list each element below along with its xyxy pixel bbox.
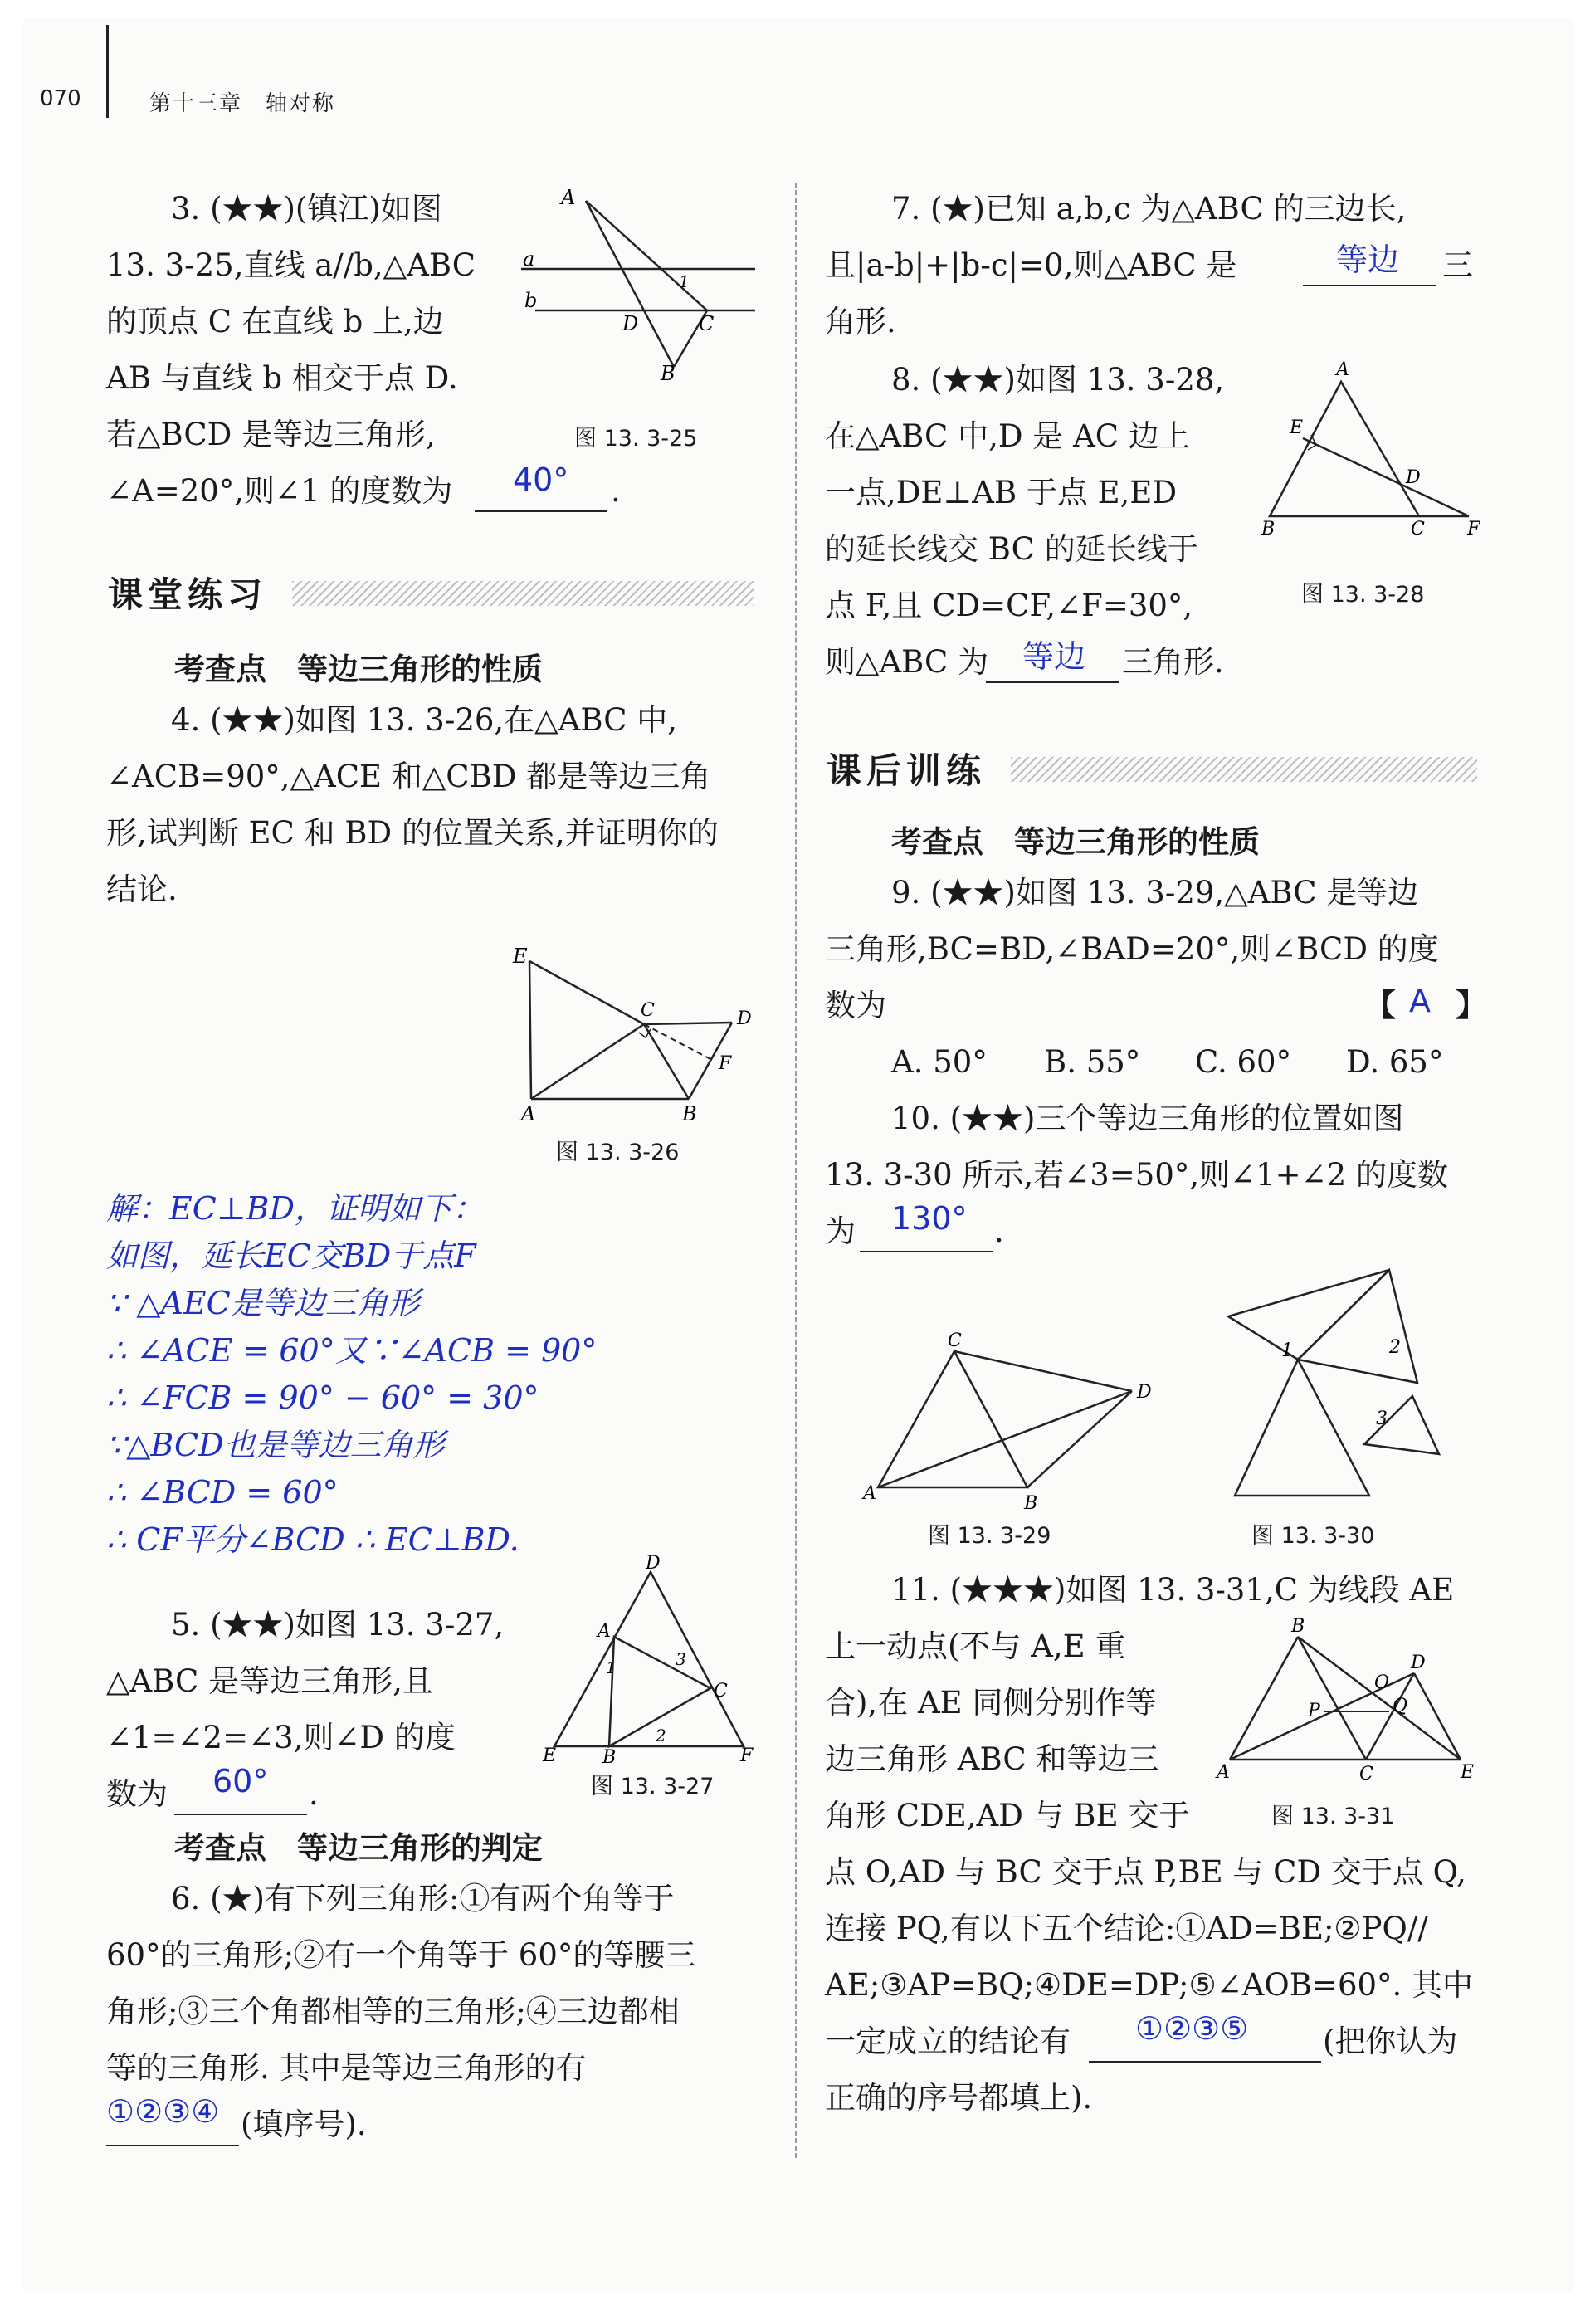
q5-line-4: 数为: [106, 1776, 168, 1812]
fig28-label-c: C: [1411, 519, 1425, 540]
fig27-label-2: 2: [656, 1726, 666, 1745]
q11-line-10: 正确的序号都填上).: [825, 2080, 1093, 2116]
q5-line-2: △ABC 是等边三角形,且: [106, 1663, 433, 1699]
segment-cd: [954, 1351, 1132, 1391]
segment-cd: [1366, 1673, 1414, 1760]
q6-tail: (填序号).: [241, 2107, 367, 2142]
fig28-caption: 图 13. 3-28: [1301, 582, 1425, 608]
q5-answer: 60°: [212, 1763, 269, 1799]
q11-line-8: AE;③AP=BQ;④DE=DP;⑤∠AOB=60°. 其中: [825, 1967, 1474, 2003]
q6-answer-blank: [106, 2145, 239, 2146]
triangle-abc: [1270, 382, 1419, 516]
fig27-label-d: D: [646, 1554, 661, 1574]
q4-solution-line-3: ∵ △AEC是等边三角形: [106, 1285, 420, 1321]
fig26-label-a: A: [521, 1102, 536, 1125]
q8-line-2: 在△ABC 中,D 是 AC 边上: [825, 418, 1190, 454]
fig28-label-d: D: [1406, 467, 1421, 488]
triangle-bottom: [1235, 1360, 1369, 1496]
fig31-label-d: D: [1411, 1653, 1426, 1673]
fig30-label-1: 1: [1281, 1340, 1293, 1361]
q11-tail: (把你认为: [1323, 2024, 1458, 2059]
q8-tail: 三角形.: [1122, 644, 1224, 680]
fig30-caption: 图 13. 3-30: [1251, 1523, 1375, 1549]
q11-answer-blank: [1089, 2061, 1321, 2063]
fig26-label-c: C: [641, 1000, 655, 1021]
fig31-label-o: O: [1374, 1672, 1390, 1693]
q3-line-6: ∠A=20°,则∠1 的度数为: [106, 473, 453, 509]
q9-option-d: D. 65°: [1346, 1044, 1444, 1080]
q11-answer: ①②③⑤: [1135, 2010, 1249, 2047]
q3-line-5: 若△BCD 是等边三角形,: [106, 417, 436, 452]
q10-line-2: 13. 3-30 所示,若∠3=50°,则∠1+∠2 的度数: [825, 1157, 1448, 1193]
q11-line-2: 上一动点(不与 A,E 重: [825, 1628, 1126, 1664]
fig31-caption: 图 13. 3-31: [1271, 1804, 1395, 1829]
q10-line-3: 为: [825, 1213, 856, 1249]
q9-line-2: 三角形,BC=BD,∠BAD=20°,则∠BCD 的度: [825, 931, 1439, 967]
q3-period: .: [611, 473, 621, 509]
q7-answer-blank: [1303, 285, 1436, 286]
q11-line-3: 合),在 AE 同侧分别作等: [825, 1685, 1157, 1721]
q6-line-2: 60°的三角形;②有一个角等于 60°的等腰三: [106, 1937, 696, 1973]
fig25-label-line-a: a: [523, 247, 535, 271]
page-number: 070: [40, 86, 81, 111]
fig31-label-b: B: [1291, 1618, 1305, 1637]
q4-line-4: 结论.: [106, 872, 178, 907]
q8-line-5: 点 F,且 CD=CF,∠F=30°,: [825, 588, 1193, 623]
q4-line-1: 4. (★★)如图 13. 3-26,在△ABC 中,: [171, 702, 678, 738]
q3-answer: 40°: [513, 461, 569, 498]
q4-solution-line-4: ∴ ∠ACE = 60°又∵∠ACB = 90°: [106, 1332, 598, 1369]
q5-period: .: [309, 1776, 319, 1812]
segment-ea: [529, 961, 531, 1099]
segment-ac: [586, 201, 707, 310]
segment-ac: [531, 1024, 644, 1099]
q3-line-3: 的顶点 C 在直线 b 上,边: [106, 304, 444, 339]
section-title-classroom: 课堂练习: [108, 574, 268, 615]
fig27-label-c: C: [714, 1681, 728, 1702]
figure-13-3-26: [506, 921, 760, 1129]
q7-answer: 等边: [1336, 242, 1400, 278]
q5-line-1: 5. (★★)如图 13. 3-27,: [171, 1607, 505, 1643]
segment-ab: [1230, 1637, 1298, 1760]
triangle-left-top: [1228, 1270, 1389, 1360]
segment-ab: [586, 201, 674, 367]
q10-period: .: [994, 1213, 1004, 1249]
fig29-label-d: D: [1137, 1382, 1152, 1403]
q9-answer: A: [1409, 983, 1431, 1019]
q3-line-1: 3. (★★)(镇江)如图: [171, 191, 442, 227]
fig26-label-f: F: [719, 1053, 732, 1074]
fig27-label-b: B: [602, 1747, 617, 1768]
fig27-label-a: A: [598, 1621, 611, 1642]
kcd-property-2: 考查点 等边三角形的性质: [891, 824, 1260, 860]
fig28-label-a: A: [1336, 359, 1349, 380]
q5-answer-blank: [174, 1814, 307, 1815]
section-title-after-class: 课后训练: [827, 750, 987, 791]
kcd-judge: 考查点 等边三角形的判定: [174, 1830, 543, 1866]
triangle-abc: [878, 1351, 1027, 1487]
q8-answer-blank: [986, 681, 1119, 683]
fig26-caption: 图 13. 3-26: [556, 1140, 680, 1165]
q4-solution-line-7: ∴ ∠BCD = 60°: [106, 1474, 339, 1511]
fig25-label-b: B: [661, 362, 676, 385]
q3-answer-blank: [475, 510, 607, 512]
figure-13-3-31: [1212, 1618, 1477, 1784]
segment-cd: [644, 1023, 732, 1024]
fig28-label-f: F: [1467, 519, 1480, 540]
fig25-label-angle-1: 1: [679, 271, 690, 291]
fig29-label-c: C: [948, 1330, 962, 1351]
q7-line-3: 角形.: [825, 304, 896, 339]
q11-line-6: 点 O,AD 与 BC 交于点 P,BE 与 CD 交于点 Q,: [825, 1854, 1466, 1890]
q8-line-4: 的延长线交 BC 的延长线于: [825, 531, 1198, 567]
fig26-label-e: E: [513, 945, 528, 968]
q4-line-2: ∠ACB=90°,△ACE 和△CBD 都是等边三角: [106, 759, 711, 794]
fig29-caption: 图 13. 3-29: [928, 1523, 1051, 1549]
q9-bracket-right: 】: [1456, 986, 1488, 1023]
q6-answer: ①②③④: [106, 2093, 220, 2130]
fig28-label-e: E: [1290, 417, 1304, 438]
fig25-caption: 图 13. 3-25: [574, 426, 698, 452]
q10-answer-blank: [860, 1251, 993, 1252]
q11-line-1: 11. (★★★)如图 13. 3-31,C 为线段 AE: [891, 1572, 1455, 1608]
fig30-label-3: 3: [1376, 1409, 1388, 1429]
fig26-label-b: B: [682, 1102, 697, 1125]
chapter-title: 第十三章 轴对称: [149, 91, 336, 116]
q4-solution-line-8: ∴ CF平分∠BCD ∴ EC⊥BD.: [106, 1521, 519, 1558]
q11-line-5: 角形 CDE,AD 与 BE 交于: [825, 1798, 1190, 1833]
fig31-label-a: A: [1217, 1762, 1230, 1783]
segment-bc: [1298, 1637, 1366, 1760]
q8-line-3: 一点,DE⊥AB 于点 E,ED: [825, 475, 1178, 510]
segment-be: [1298, 1637, 1461, 1760]
q8-answer: 等边: [1022, 638, 1086, 675]
fig31-label-c: C: [1359, 1764, 1373, 1784]
q6-line-4: 等的三角形. 其中是等边三角形的有: [106, 2050, 587, 2086]
figure-13-3-25: [515, 183, 763, 390]
q6-line-3: 角形;③三个角都相等的三角形;④三边都相: [106, 1994, 680, 2029]
q11-line-7: 连接 PQ,有以下五个结论:①AD=BE;②PQ//: [825, 1911, 1428, 1946]
fig27-label-1: 1: [606, 1658, 617, 1677]
q11-line-9: 一定成立的结论有: [825, 2024, 1071, 2059]
segment-de: [1414, 1673, 1461, 1760]
figure-13-3-29: [855, 1328, 1170, 1519]
fig25-label-c: C: [699, 312, 715, 335]
q9-line-3: 数为: [825, 988, 886, 1023]
section-hatch-after-class: [1011, 757, 1477, 782]
figure-13-3-28: [1245, 357, 1494, 540]
q3-line-4: AB 与直线 b 相交于点 D.: [106, 360, 458, 396]
triangle-def: [554, 1572, 744, 1746]
q11-line-4: 边三角形 ABC 和等边三: [825, 1741, 1159, 1777]
fig27-label-e: E: [543, 1745, 557, 1766]
fig27-label-f: F: [740, 1745, 754, 1766]
fig31-label-q: Q: [1393, 1696, 1408, 1716]
q9-line-1: 9. (★★)如图 13. 3-29,△ABC 是等边: [891, 875, 1419, 911]
fig31-label-e: E: [1461, 1762, 1475, 1783]
q4-line-3: 形,试判断 EC 和 BD 的位置关系,并证明你的: [106, 815, 719, 851]
section-hatch-classroom: [292, 581, 754, 606]
q9-option-c: C. 60°: [1195, 1044, 1292, 1080]
segment-ec: [529, 961, 644, 1024]
q3-line-2: 13. 3-25,直线 a//b,△ABC: [106, 247, 476, 283]
fig29-label-b: B: [1024, 1493, 1038, 1514]
figure-13-3-30: [1212, 1262, 1461, 1511]
q7-line-2: 且|a-b|+|b-c|=0,则△ABC 是: [825, 247, 1237, 283]
fig25-label-d: D: [622, 312, 639, 335]
q7-line-1: 7. (★)已知 a,b,c 为△ABC 的三边长,: [891, 191, 1407, 227]
header-vertical-rule: [106, 25, 109, 118]
segment-bd: [1027, 1391, 1132, 1487]
fig25-label-line-b: b: [524, 289, 538, 312]
q5-line-3: ∠1=∠2=∠3,则∠D 的度: [106, 1720, 456, 1755]
q9-option-a: A. 50°: [891, 1044, 988, 1080]
fig26-label-d: D: [737, 1008, 752, 1029]
q7-tail: 三: [1442, 247, 1473, 283]
figure-13-3-27: [538, 1554, 762, 1770]
fig25-label-a: A: [561, 186, 576, 209]
column-divider: [795, 183, 798, 2158]
fig31-label-p: P: [1308, 1701, 1320, 1721]
q4-solution-line-6: ∵△BCD也是等边三角形: [106, 1427, 445, 1463]
q6-line-1: 6. (★)有下列三角形:①有两个角等于: [171, 1881, 675, 1916]
kcd-property: 考查点 等边三角形的性质: [174, 652, 543, 687]
fig28-label-b: B: [1261, 519, 1276, 540]
q4-solution-line-5: ∴ ∠FCB = 90° − 60° = 30°: [106, 1379, 539, 1416]
q10-answer: 130°: [891, 1200, 968, 1237]
q8-line-1: 8. (★★)如图 13. 3-28,: [891, 362, 1225, 398]
fig29-label-a: A: [863, 1483, 876, 1504]
segment-ef: [1303, 438, 1469, 516]
fig27-caption: 图 13. 3-27: [591, 1774, 715, 1799]
q4-solution-line-1: 解：EC⊥BD，证明如下：: [106, 1190, 484, 1227]
triangle-top: [1298, 1270, 1417, 1383]
q8-line-6: 则△ABC 为: [825, 644, 989, 680]
q9-option-b: B. 55°: [1044, 1044, 1141, 1080]
fig27-label-3: 3: [676, 1649, 686, 1669]
q10-line-1: 10. (★★)三个等边三角形的位置如图: [891, 1101, 1404, 1136]
segment-ad: [878, 1391, 1132, 1487]
q9-bracket-left: 【: [1364, 986, 1397, 1023]
fig30-label-2: 2: [1389, 1337, 1401, 1358]
q4-solution-line-2: 如图，延长EC交BD于点F: [106, 1238, 476, 1274]
